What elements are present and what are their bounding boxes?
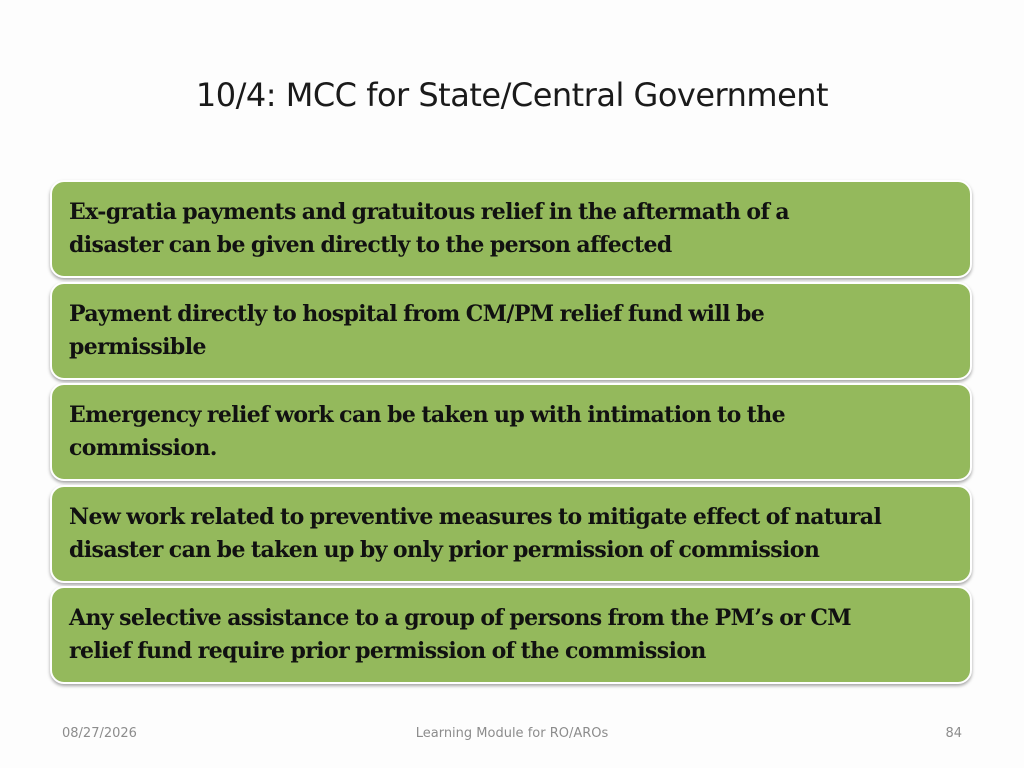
content-box-text: New work related to preventive measures to mitigate effect of natural disaster can be taken up by only prior permission of commission	[69, 503, 882, 563]
content-box	[50, 586, 972, 684]
page-number: 84	[945, 726, 962, 741]
content-box-text: Any selective assistance to a group of persons from the PM’s or CM relief fund require prior permission of the commission	[69, 605, 852, 664]
content-box-text: Payment directly to hospital from CM/PM relief fund will be permissible	[69, 300, 765, 360]
slide-title: 10/4: MCC for State/Central Government	[195, 76, 829, 114]
content-box	[50, 383, 972, 481]
content-box-text: Emergency relief work can be taken up with intimation to the commission.	[69, 402, 786, 461]
content-box	[50, 282, 972, 380]
content-box	[50, 180, 972, 278]
footer-date: 08/27/2026	[62, 726, 137, 741]
footer-title: Learning Module for RO/AROs	[415, 726, 609, 741]
content-box-text: Ex-gratia payments and gratuitous relief in the aftermath of a disaster can be given directly to the person affected	[69, 199, 790, 258]
content-box	[50, 485, 972, 583]
content-box-list	[50, 180, 972, 688]
